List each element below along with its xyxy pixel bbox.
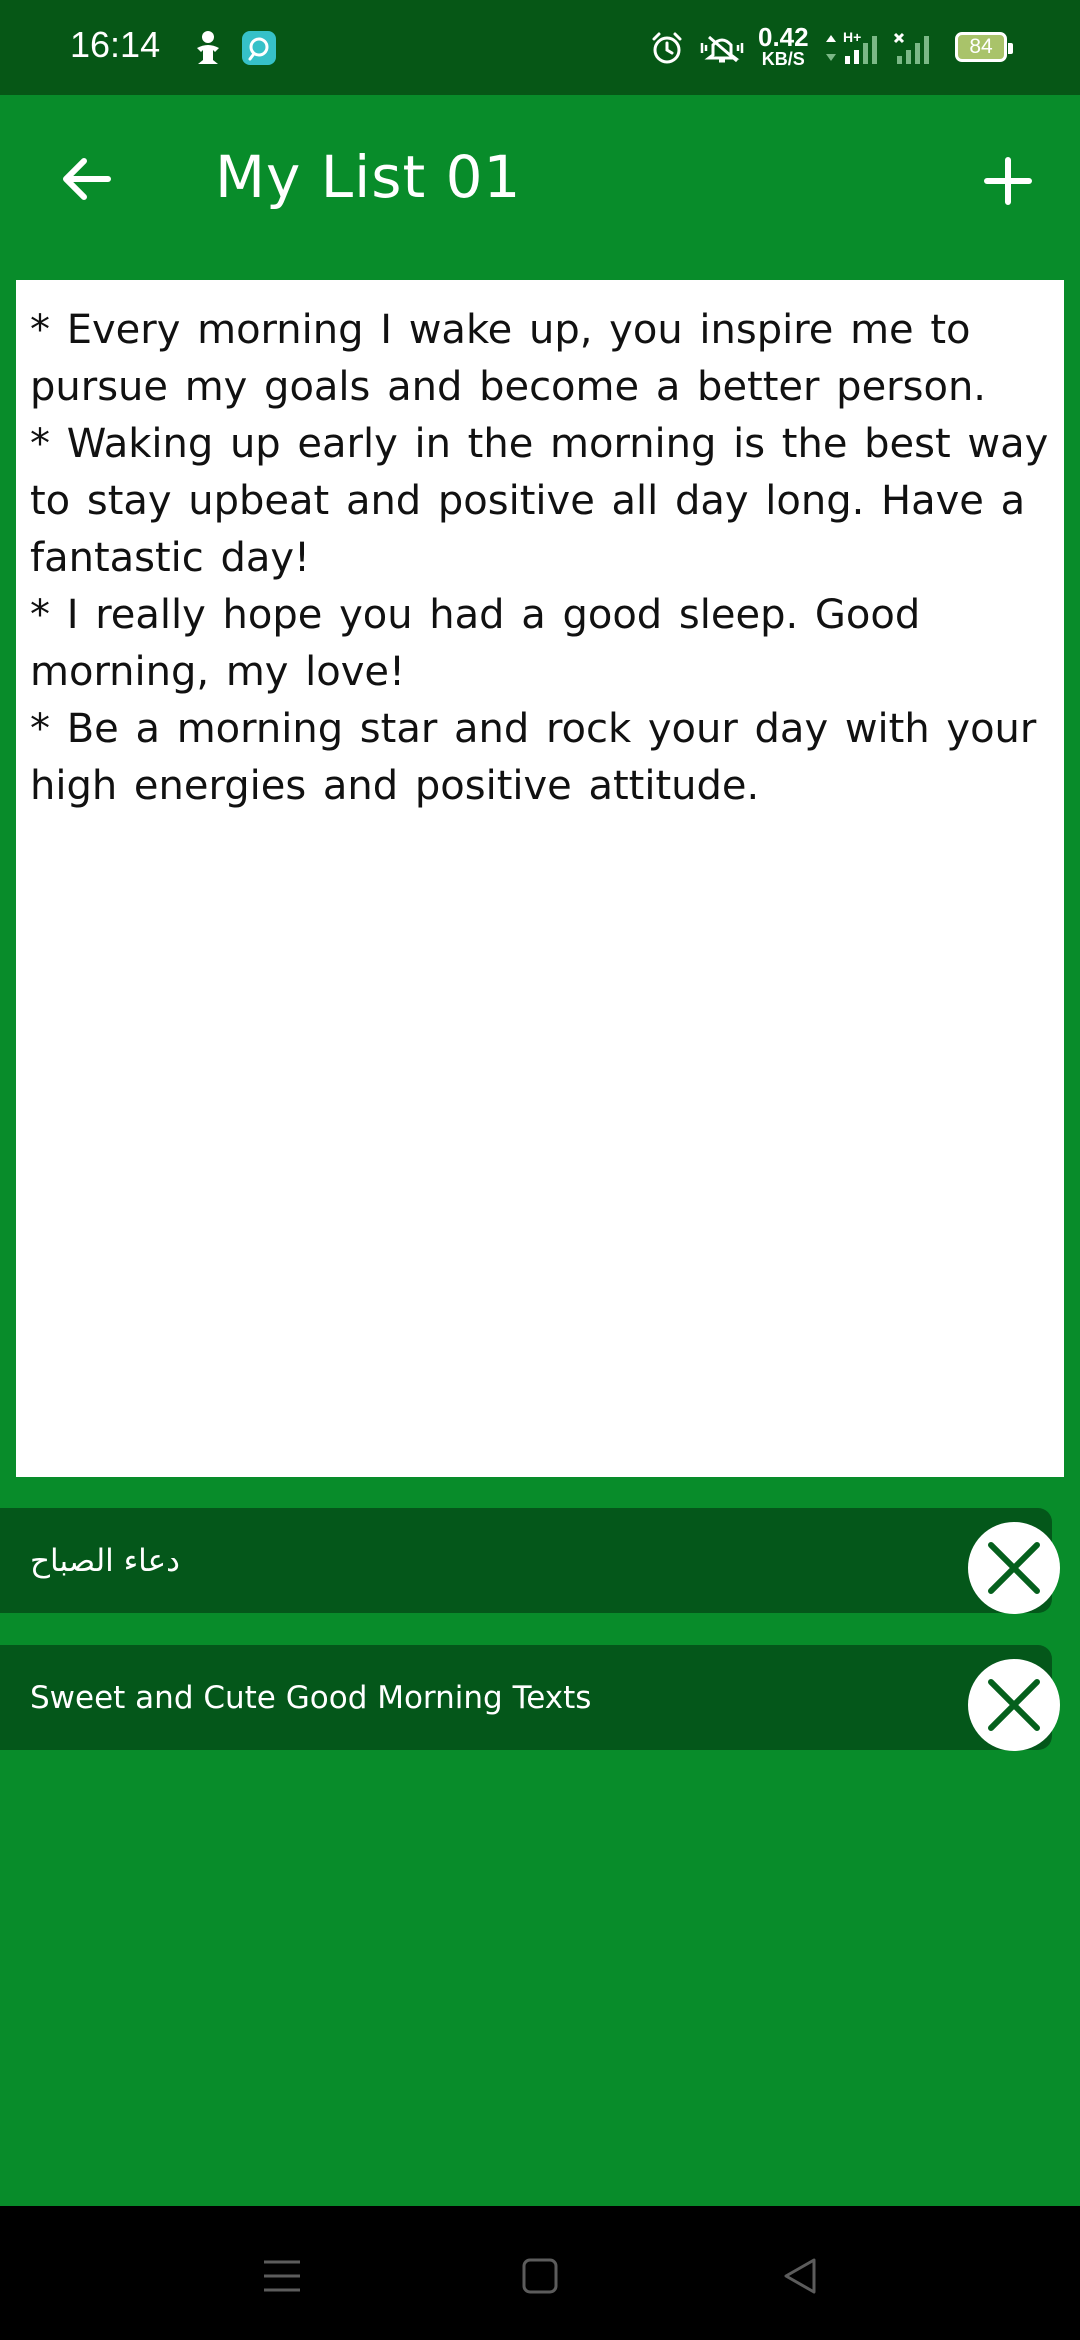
list-item-label: دعاء الصباح — [30, 1542, 180, 1579]
note-text[interactable]: * Every morning I wake up, you inspire me to pursue my goals and become a better person. * Waking up early in the morning is the best way to stay upbeat and positive all day long. Have a fantastic day! * I really hope you had a good sleep. Good morning, my love! * Be a morning star and rock your day with your high energies and positive attitude. — [30, 307, 1049, 809]
arrow-left-icon — [58, 155, 114, 203]
network-speed-unit: KB/S — [761, 49, 805, 69]
back-nav-button[interactable] — [770, 2246, 830, 2306]
network-speed-value: 0.42 — [758, 22, 809, 52]
note-editor[interactable] — [16, 280, 1064, 1477]
vibrate-icon — [696, 28, 748, 68]
square-icon — [520, 2256, 560, 2296]
recent-apps-button[interactable] — [252, 2246, 312, 2306]
home-button[interactable] — [510, 2246, 570, 2306]
close-icon — [983, 1674, 1045, 1736]
remove-list-button[interactable] — [968, 1522, 1060, 1614]
remove-list-button[interactable] — [968, 1659, 1060, 1751]
svg-text:H+: H+ — [843, 30, 862, 45]
list-item-label: Sweet and Cute Good Morning Texts — [30, 1679, 592, 1716]
list-item[interactable] — [0, 1508, 1052, 1613]
status-time: 16:14 — [70, 24, 161, 65]
navigation-bar — [0, 2206, 1080, 2340]
alarm-icon — [648, 28, 686, 68]
triangle-back-icon — [780, 2256, 820, 2296]
person-icon — [188, 28, 228, 68]
menu-icon — [260, 2256, 304, 2296]
network-speed — [758, 24, 809, 68]
battery-icon: 84 — [955, 32, 1007, 62]
status-bar — [0, 0, 1080, 95]
app-notification-icon — [240, 28, 278, 68]
data-arrows-icon — [820, 28, 842, 68]
add-button[interactable] — [968, 141, 1048, 221]
app-bar — [0, 95, 1080, 267]
page-title: My List 01 — [215, 143, 522, 211]
list-item[interactable] — [0, 1645, 1052, 1750]
back-button[interactable] — [48, 141, 124, 217]
plus-icon — [983, 156, 1033, 206]
signal-icon — [840, 28, 888, 68]
signal-no-sim-icon — [892, 28, 940, 68]
close-icon — [983, 1537, 1045, 1599]
